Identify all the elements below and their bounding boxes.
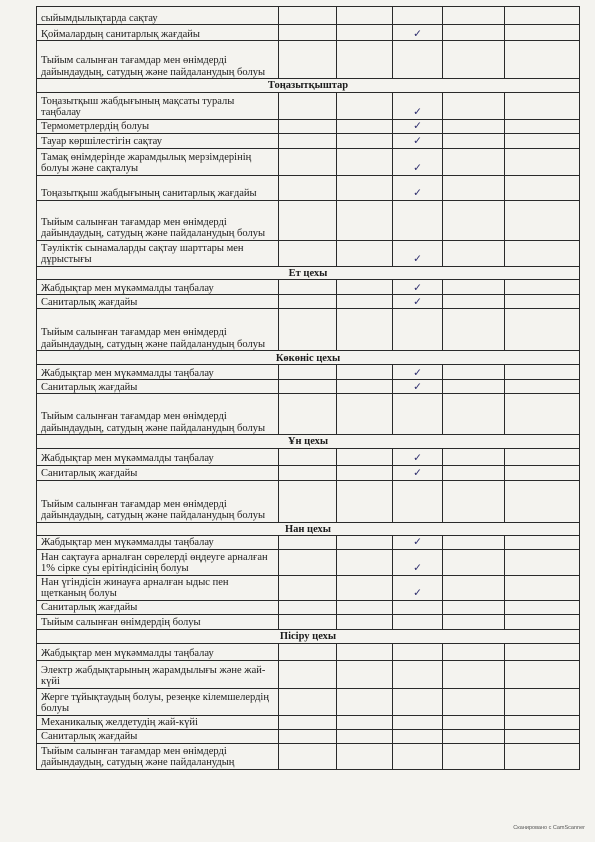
criterion-text: Санитарлық жағдайы xyxy=(37,295,279,309)
checkmark-cell xyxy=(393,7,443,25)
empty-cell xyxy=(337,743,393,769)
checklist-body xyxy=(37,7,580,770)
empty-cell xyxy=(279,643,337,660)
empty-cell xyxy=(505,614,580,629)
empty-cell xyxy=(443,643,505,660)
empty-cell xyxy=(443,119,505,133)
empty-cell xyxy=(505,643,580,660)
section-header-row xyxy=(37,79,580,93)
empty-cell xyxy=(443,175,505,200)
empty-cell xyxy=(505,92,580,119)
empty-cell xyxy=(337,465,393,480)
empty-cell xyxy=(505,295,580,309)
empty-cell xyxy=(279,119,337,133)
empty-cell xyxy=(337,133,393,148)
checkmark-cell: ✓ xyxy=(393,536,443,550)
checklist-row xyxy=(37,280,580,295)
criterion-text: Тоңазытқыш жабдығының санитарлық жағдайы xyxy=(37,175,279,200)
empty-cell xyxy=(279,240,337,266)
empty-cell xyxy=(443,200,505,240)
empty-cell xyxy=(279,448,337,465)
empty-cell xyxy=(505,119,580,133)
checkmark-cell xyxy=(393,614,443,629)
checkmark-cell xyxy=(393,41,443,79)
checklist-row xyxy=(37,715,580,729)
checkmark-cell: ✓ xyxy=(393,92,443,119)
checkmark-cell xyxy=(393,200,443,240)
checkmark-cell xyxy=(393,729,443,743)
empty-cell xyxy=(279,380,337,394)
checklist-row xyxy=(37,729,580,743)
empty-cell xyxy=(443,380,505,394)
empty-cell xyxy=(443,743,505,769)
empty-cell xyxy=(505,729,580,743)
empty-cell xyxy=(505,660,580,688)
checkmark-cell: ✓ xyxy=(393,448,443,465)
empty-cell xyxy=(505,133,580,148)
empty-cell xyxy=(337,448,393,465)
empty-cell xyxy=(505,536,580,550)
empty-cell xyxy=(443,600,505,614)
empty-cell xyxy=(443,729,505,743)
empty-cell xyxy=(443,536,505,550)
criterion-text: Қоймалардың санитарлық жағдайы xyxy=(37,25,279,41)
criterion-text: Тыйым салынған тағамдар мен өнімдерді дайындаудың, сатудың және пайдаланудың болуы xyxy=(37,41,279,79)
empty-cell xyxy=(337,7,393,25)
empty-cell xyxy=(505,549,580,575)
empty-cell xyxy=(337,380,393,394)
section-title: Ұн цехы xyxy=(37,435,580,449)
checkmark-cell: ✓ xyxy=(393,25,443,41)
empty-cell xyxy=(279,536,337,550)
checklist-row xyxy=(37,480,580,522)
checkmark-cell: ✓ xyxy=(393,175,443,200)
checklist-row xyxy=(37,92,580,119)
criterion-text: Тыйым салынған өнімдердің болуы xyxy=(37,614,279,629)
empty-cell xyxy=(443,25,505,41)
empty-cell xyxy=(443,148,505,175)
empty-cell xyxy=(337,715,393,729)
empty-cell xyxy=(279,133,337,148)
empty-cell xyxy=(279,465,337,480)
section-title: Тоңазытқыштар xyxy=(37,79,580,93)
empty-cell xyxy=(443,41,505,79)
criterion-text: Тоңазытқыш жабдығының мақсаты туралы таңбалау xyxy=(37,92,279,119)
empty-cell xyxy=(337,600,393,614)
empty-cell xyxy=(505,575,580,600)
empty-cell xyxy=(443,394,505,435)
section-title: Ет цехы xyxy=(37,266,580,280)
empty-cell xyxy=(505,41,580,79)
checkmark-cell: ✓ xyxy=(393,148,443,175)
empty-cell xyxy=(337,240,393,266)
empty-cell xyxy=(505,380,580,394)
checklist-row xyxy=(37,119,580,133)
checklist-row xyxy=(37,7,580,25)
empty-cell xyxy=(505,200,580,240)
empty-cell xyxy=(279,92,337,119)
empty-cell xyxy=(279,25,337,41)
empty-cell xyxy=(443,133,505,148)
empty-cell xyxy=(279,394,337,435)
empty-cell xyxy=(443,92,505,119)
section-header-row xyxy=(37,522,580,536)
empty-cell xyxy=(279,575,337,600)
empty-cell xyxy=(279,175,337,200)
criterion-text: Тауар көршілестігін сақтау xyxy=(37,133,279,148)
checkmark-cell: ✓ xyxy=(393,240,443,266)
checkmark-cell: ✓ xyxy=(393,465,443,480)
checkmark-cell xyxy=(393,660,443,688)
checklist-sheet xyxy=(36,6,579,770)
empty-cell xyxy=(443,309,505,351)
empty-cell xyxy=(443,465,505,480)
empty-cell xyxy=(443,614,505,629)
empty-cell xyxy=(279,309,337,351)
empty-cell xyxy=(337,614,393,629)
checkmark-cell: ✓ xyxy=(393,549,443,575)
checklist-row xyxy=(37,643,580,660)
empty-cell xyxy=(337,365,393,380)
empty-cell xyxy=(505,175,580,200)
checkmark-cell xyxy=(393,480,443,522)
checklist-row xyxy=(37,133,580,148)
empty-cell xyxy=(337,480,393,522)
checkmark-cell xyxy=(393,643,443,660)
checkmark-cell: ✓ xyxy=(393,133,443,148)
section-header-row xyxy=(37,629,580,643)
empty-cell xyxy=(443,575,505,600)
checklist-row xyxy=(37,148,580,175)
checklist-row xyxy=(37,600,580,614)
section-header-row xyxy=(37,351,580,365)
checklist-row xyxy=(37,536,580,550)
empty-cell xyxy=(443,715,505,729)
empty-cell xyxy=(337,41,393,79)
criterion-text: Тәуліктік сынамаларды сақтау шарттары мен дұрыстығы xyxy=(37,240,279,266)
criterion-text: Тыйым салынған тағамдар мен өнімдерді дайындаудың, сатудың және пайдаланудың болуы xyxy=(37,480,279,522)
empty-cell xyxy=(279,688,337,715)
empty-cell xyxy=(279,743,337,769)
empty-cell xyxy=(337,119,393,133)
checklist-row xyxy=(37,240,580,266)
criterion-text: Жабдықтар мен мүкәммалды таңбалау xyxy=(37,536,279,550)
checklist-row xyxy=(37,575,580,600)
empty-cell xyxy=(337,280,393,295)
empty-cell xyxy=(443,295,505,309)
checkmark-cell xyxy=(393,600,443,614)
checkmark-cell xyxy=(393,715,443,729)
criterion-text: Санитарлық жағдайы xyxy=(37,380,279,394)
empty-cell xyxy=(443,280,505,295)
checklist-row xyxy=(37,465,580,480)
empty-cell xyxy=(279,41,337,79)
empty-cell xyxy=(505,743,580,769)
checkmark-cell xyxy=(393,309,443,351)
checkmark-cell xyxy=(393,688,443,715)
empty-cell xyxy=(443,7,505,25)
checklist-row xyxy=(37,660,580,688)
empty-cell xyxy=(505,240,580,266)
checklist-row xyxy=(37,688,580,715)
checkmark-cell: ✓ xyxy=(393,280,443,295)
empty-cell xyxy=(505,448,580,465)
empty-cell xyxy=(505,25,580,41)
section-header-row xyxy=(37,435,580,449)
empty-cell xyxy=(443,549,505,575)
criterion-text: Санитарлық жағдайы xyxy=(37,465,279,480)
empty-cell xyxy=(505,715,580,729)
empty-cell xyxy=(279,148,337,175)
criterion-text: Механикалық желдетудің жай-күйі xyxy=(37,715,279,729)
criterion-text: Нан сақтауға арналған сөрелерді өңдеуге арналған 1% сірке суы ерітіндісінің болуы xyxy=(37,549,279,575)
checklist-row xyxy=(37,200,580,240)
empty-cell xyxy=(279,600,337,614)
empty-cell xyxy=(279,295,337,309)
section-header-row xyxy=(37,266,580,280)
empty-cell xyxy=(279,365,337,380)
checklist-row xyxy=(37,549,580,575)
empty-cell xyxy=(337,729,393,743)
inspection-checklist-table xyxy=(36,6,580,770)
empty-cell xyxy=(505,600,580,614)
checkmark-cell: ✓ xyxy=(393,119,443,133)
checkmark-cell xyxy=(393,743,443,769)
criterion-text: Жабдықтар мен мүкәммалды таңбалау xyxy=(37,643,279,660)
checklist-row xyxy=(37,448,580,465)
empty-cell xyxy=(279,660,337,688)
empty-cell xyxy=(337,295,393,309)
empty-cell xyxy=(443,240,505,266)
empty-cell xyxy=(279,729,337,743)
empty-cell xyxy=(279,715,337,729)
checkmark-cell: ✓ xyxy=(393,295,443,309)
empty-cell xyxy=(505,394,580,435)
empty-cell xyxy=(505,480,580,522)
empty-cell xyxy=(505,365,580,380)
empty-cell xyxy=(279,7,337,25)
checklist-row xyxy=(37,41,580,79)
empty-cell xyxy=(337,575,393,600)
empty-cell xyxy=(337,309,393,351)
criterion-text: Жабдықтар мен мүкәммалды таңбалау xyxy=(37,280,279,295)
section-title: Көкөніс цехы xyxy=(37,351,580,365)
criterion-text: Тыйым салынған тағамдар мен өнімдерді дайындаудың, сатудың және пайдаланудың болуы xyxy=(37,200,279,240)
checkmark-cell xyxy=(393,394,443,435)
empty-cell xyxy=(443,660,505,688)
criterion-text: Тыйым салынған тағамдар мен өнімдерді дайындаудың, сатудың және пайдаланудың xyxy=(37,743,279,769)
empty-cell xyxy=(337,148,393,175)
checklist-row xyxy=(37,25,580,41)
empty-cell xyxy=(337,394,393,435)
criterion-text: Жабдықтар мен мүкәммалды таңбалау xyxy=(37,448,279,465)
empty-cell xyxy=(505,465,580,480)
empty-cell xyxy=(279,614,337,629)
empty-cell xyxy=(443,448,505,465)
criterion-text: Санитарлық жағдайы xyxy=(37,729,279,743)
empty-cell xyxy=(443,688,505,715)
empty-cell xyxy=(505,7,580,25)
scanner-watermark: Сканировано с CamScanner xyxy=(513,825,585,831)
criterion-text: Нан үгіндісін жинауға арналған ыдыс пен щетканың болуы xyxy=(37,575,279,600)
empty-cell xyxy=(337,688,393,715)
empty-cell xyxy=(505,280,580,295)
empty-cell xyxy=(337,643,393,660)
criterion-text: Санитарлық жағдайы xyxy=(37,600,279,614)
empty-cell xyxy=(337,92,393,119)
empty-cell xyxy=(337,175,393,200)
empty-cell xyxy=(279,480,337,522)
checklist-row xyxy=(37,309,580,351)
checklist-row xyxy=(37,365,580,380)
empty-cell xyxy=(505,309,580,351)
section-title: Нан цехы xyxy=(37,522,580,536)
criterion-text: Электр жабдықтарының жарамдылығы және жай-күйі xyxy=(37,660,279,688)
checklist-row xyxy=(37,295,580,309)
empty-cell xyxy=(337,200,393,240)
checkmark-cell: ✓ xyxy=(393,365,443,380)
empty-cell xyxy=(337,549,393,575)
checklist-row xyxy=(37,743,580,769)
empty-cell xyxy=(279,200,337,240)
empty-cell xyxy=(337,536,393,550)
checklist-row xyxy=(37,175,580,200)
empty-cell xyxy=(279,549,337,575)
checklist-row xyxy=(37,394,580,435)
empty-cell xyxy=(337,660,393,688)
empty-cell xyxy=(279,280,337,295)
criterion-text: Тамақ өнімдерінде жарамдылық мерзімдерінің болуы және сақталуы xyxy=(37,148,279,175)
criterion-text: сыйымдылықтарда сақтау xyxy=(37,7,279,25)
checkmark-cell: ✓ xyxy=(393,575,443,600)
checkmark-cell: ✓ xyxy=(393,380,443,394)
empty-cell xyxy=(443,365,505,380)
criterion-text: Жерге тұйықтаудың болуы, резеңке кілемшелердің болуы xyxy=(37,688,279,715)
checklist-row xyxy=(37,380,580,394)
checklist-row xyxy=(37,614,580,629)
criterion-text: Тыйым салынған тағамдар мен өнімдерді дайындаудың, сатудың және пайдаланудың болуы xyxy=(37,309,279,351)
section-title: Пісіру цехы xyxy=(37,629,580,643)
criterion-text: Жабдықтар мен мүкәммалды таңбалау xyxy=(37,365,279,380)
criterion-text: Термометрлердің болуы xyxy=(37,119,279,133)
criterion-text: Тыйым салынған тағамдар мен өнімдерді дайындаудың, сатудың және пайдаланудың болуы xyxy=(37,394,279,435)
empty-cell xyxy=(443,480,505,522)
empty-cell xyxy=(337,25,393,41)
empty-cell xyxy=(505,688,580,715)
empty-cell xyxy=(505,148,580,175)
